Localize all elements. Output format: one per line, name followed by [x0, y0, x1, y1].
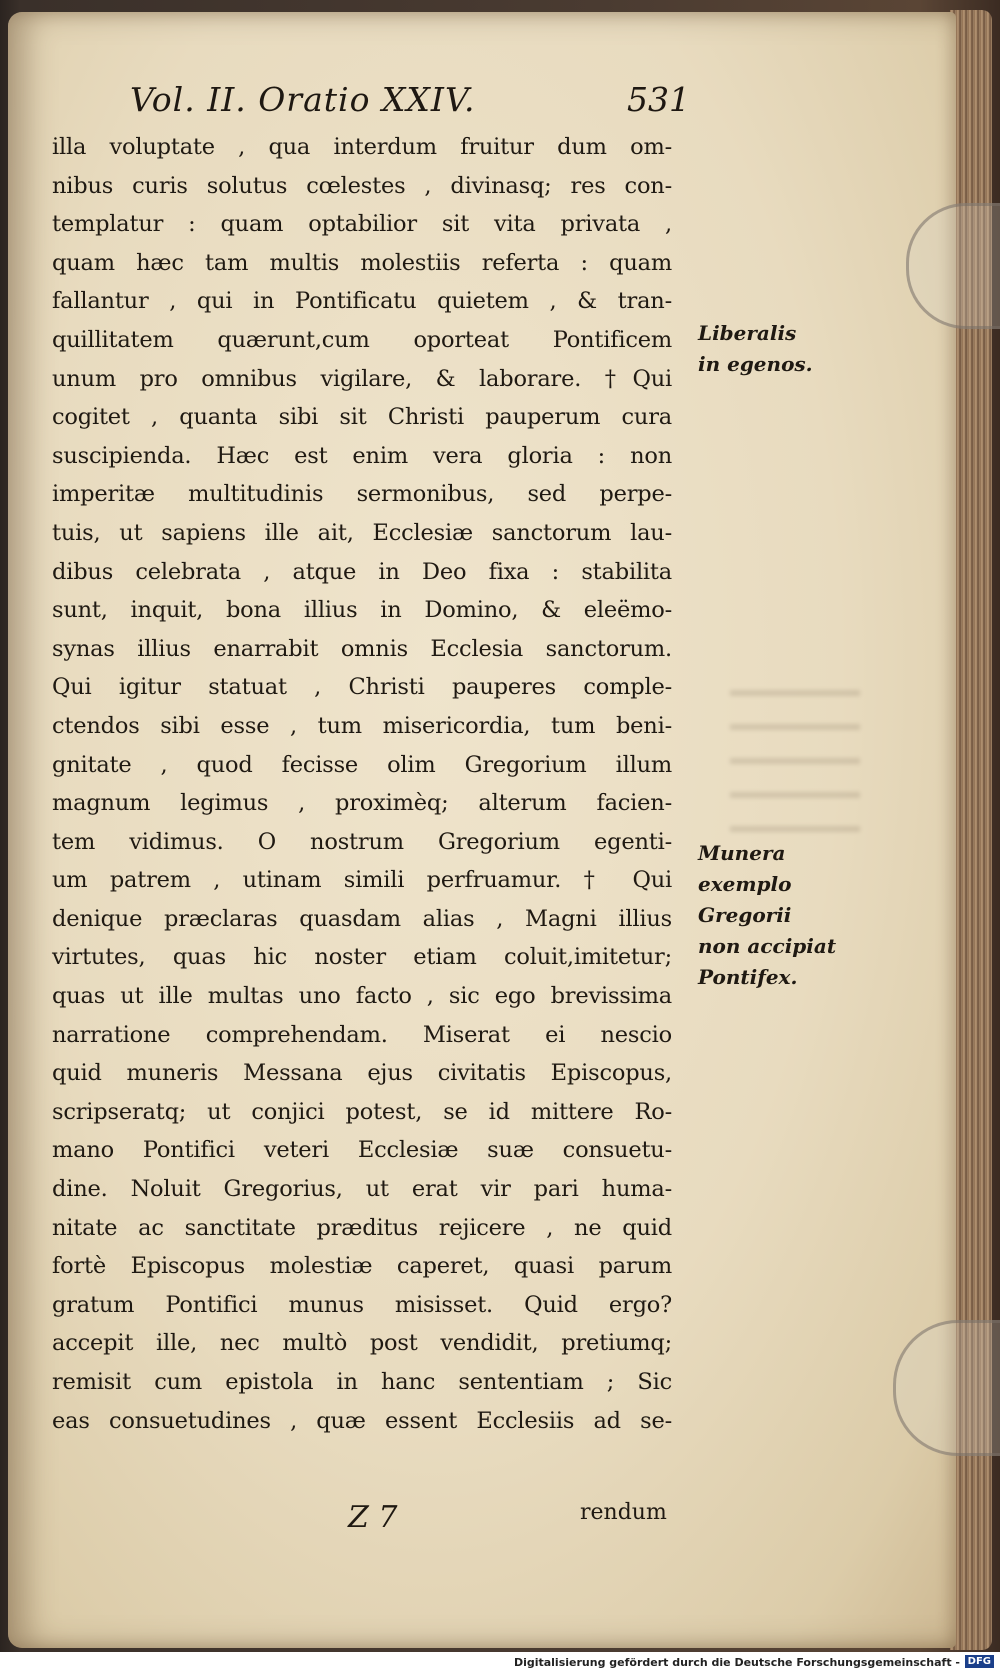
text-line: nitate ac sanctitate præditus rejicere , ne quid: [52, 1214, 672, 1241]
margin-note-line: Liberalis: [698, 321, 797, 345]
text-line: nibus curis solutus cœlestes , divinasq; res con-: [52, 172, 672, 199]
text-line: synas illius enarrabit omnis Ecclesia sanctorum.: [52, 635, 672, 662]
running-head: [130, 80, 690, 124]
signature-mark: Z 7: [348, 1500, 398, 1535]
dfg-logo: DFG: [965, 1655, 994, 1668]
text-line: tem vidimus. O nostrum Gregorium egenti-: [52, 828, 672, 855]
margin-note-line: exemplo: [698, 872, 792, 896]
text-line: gnitate , quod fecisse olim Gregorium illum: [52, 751, 672, 778]
text-line: illa voluptate , qua interdum fruitur dum om-: [52, 134, 672, 160]
text-line: narratione comprehendam. Miserat ei nescio: [52, 1021, 672, 1048]
text-line: virtutes, quas hic noster etiam coluit,imitetur;: [52, 944, 672, 971]
page-number: 531: [627, 80, 690, 119]
text-line: quam hæc tam multis molestiis referta : quam: [52, 249, 672, 276]
text-line: mano Pontifici veteri Ecclesiæ suæ consuetu-: [52, 1137, 672, 1164]
text-line: dibus celebrata , atque in Deo fixa : stabilita: [52, 558, 672, 585]
running-head-title: Vol. II. Oratio XXIV.: [130, 80, 476, 119]
text-line: sunt, inquit, bona illius in Domino, & eleëmo-: [52, 597, 672, 624]
text-line: scripseratq; ut conjici potest, se id mittere Ro-: [52, 1098, 672, 1125]
text-line: tuis, ut sapiens ille ait, Ecclesiæ sanctorum lau-: [52, 519, 672, 546]
margin-note-line: Gregorii: [698, 903, 792, 927]
text-line: templatur : quam optabilior sit vita privata ,: [52, 211, 672, 238]
text-line: suscipienda. Hæc est enim vera gloria : non: [52, 442, 672, 469]
catchword: rendum: [580, 1500, 667, 1525]
text-line: fallantur , qui in Pontificatu quietem , & tran-: [52, 288, 672, 315]
margin-note-liberalis: [698, 318, 838, 380]
bleed-through-text: [730, 690, 860, 860]
margin-note-line: Munera: [698, 841, 786, 865]
text-line: dine. Noluit Gregorius, ut erat vir pari huma-: [52, 1176, 672, 1203]
text-line: imperitæ multitudinis sermonibus, sed perpe-: [52, 481, 672, 508]
text-line: magnum legimus , proximèq; alterum facien-: [52, 790, 672, 817]
text-line: gratum Pontifici munus misisset. Quid ergo?: [52, 1291, 672, 1318]
text-line: cogitet , quanta sibi sit Christi pauperum cura: [52, 404, 672, 431]
text-line: fortè Episcopus molestiæ caperet, quasi parum: [52, 1253, 672, 1280]
footer-credit: Digitalisierung gefördert durch die Deutsche Forschungsgemeinschaft -: [513, 1656, 960, 1669]
margin-note-line: in egenos.: [698, 352, 813, 376]
text-line: quid muneris Messana ejus civitatis Episcopus,: [52, 1060, 672, 1087]
text-line: unum pro omnibus vigilare, & laborare. †Qui: [52, 365, 672, 392]
margin-note-line: Pontifex.: [698, 965, 798, 989]
text-line: remisit cum epistola in hanc sententiam ; Sic: [52, 1369, 672, 1395]
text-line: ctendos sibi esse , tum misericordia, tum beni-: [52, 712, 672, 739]
text-line: Qui igitur statuat , Christi pauperes comple-: [52, 674, 672, 701]
text-line: denique præclaras quasdam alias , Magni illius: [52, 905, 672, 932]
body-text: [52, 128, 672, 1440]
text-line: accepit ille, nec multò post vendidit, pretiumq;: [52, 1330, 672, 1357]
margin-note-munera: [698, 838, 838, 993]
text-line: eas consuetudines , quæ essent Ecclesiis ad se-: [52, 1407, 672, 1434]
text-line: quas ut ille multas uno facto , sic ego brevissima: [52, 983, 672, 1010]
text-line: um patrem , utinam simili perfruamur. † Qui: [52, 867, 672, 894]
text-line: quillitatem quærunt,cum oporteat Pontificem: [52, 326, 672, 353]
margin-note-line: non accipiat: [698, 934, 837, 958]
